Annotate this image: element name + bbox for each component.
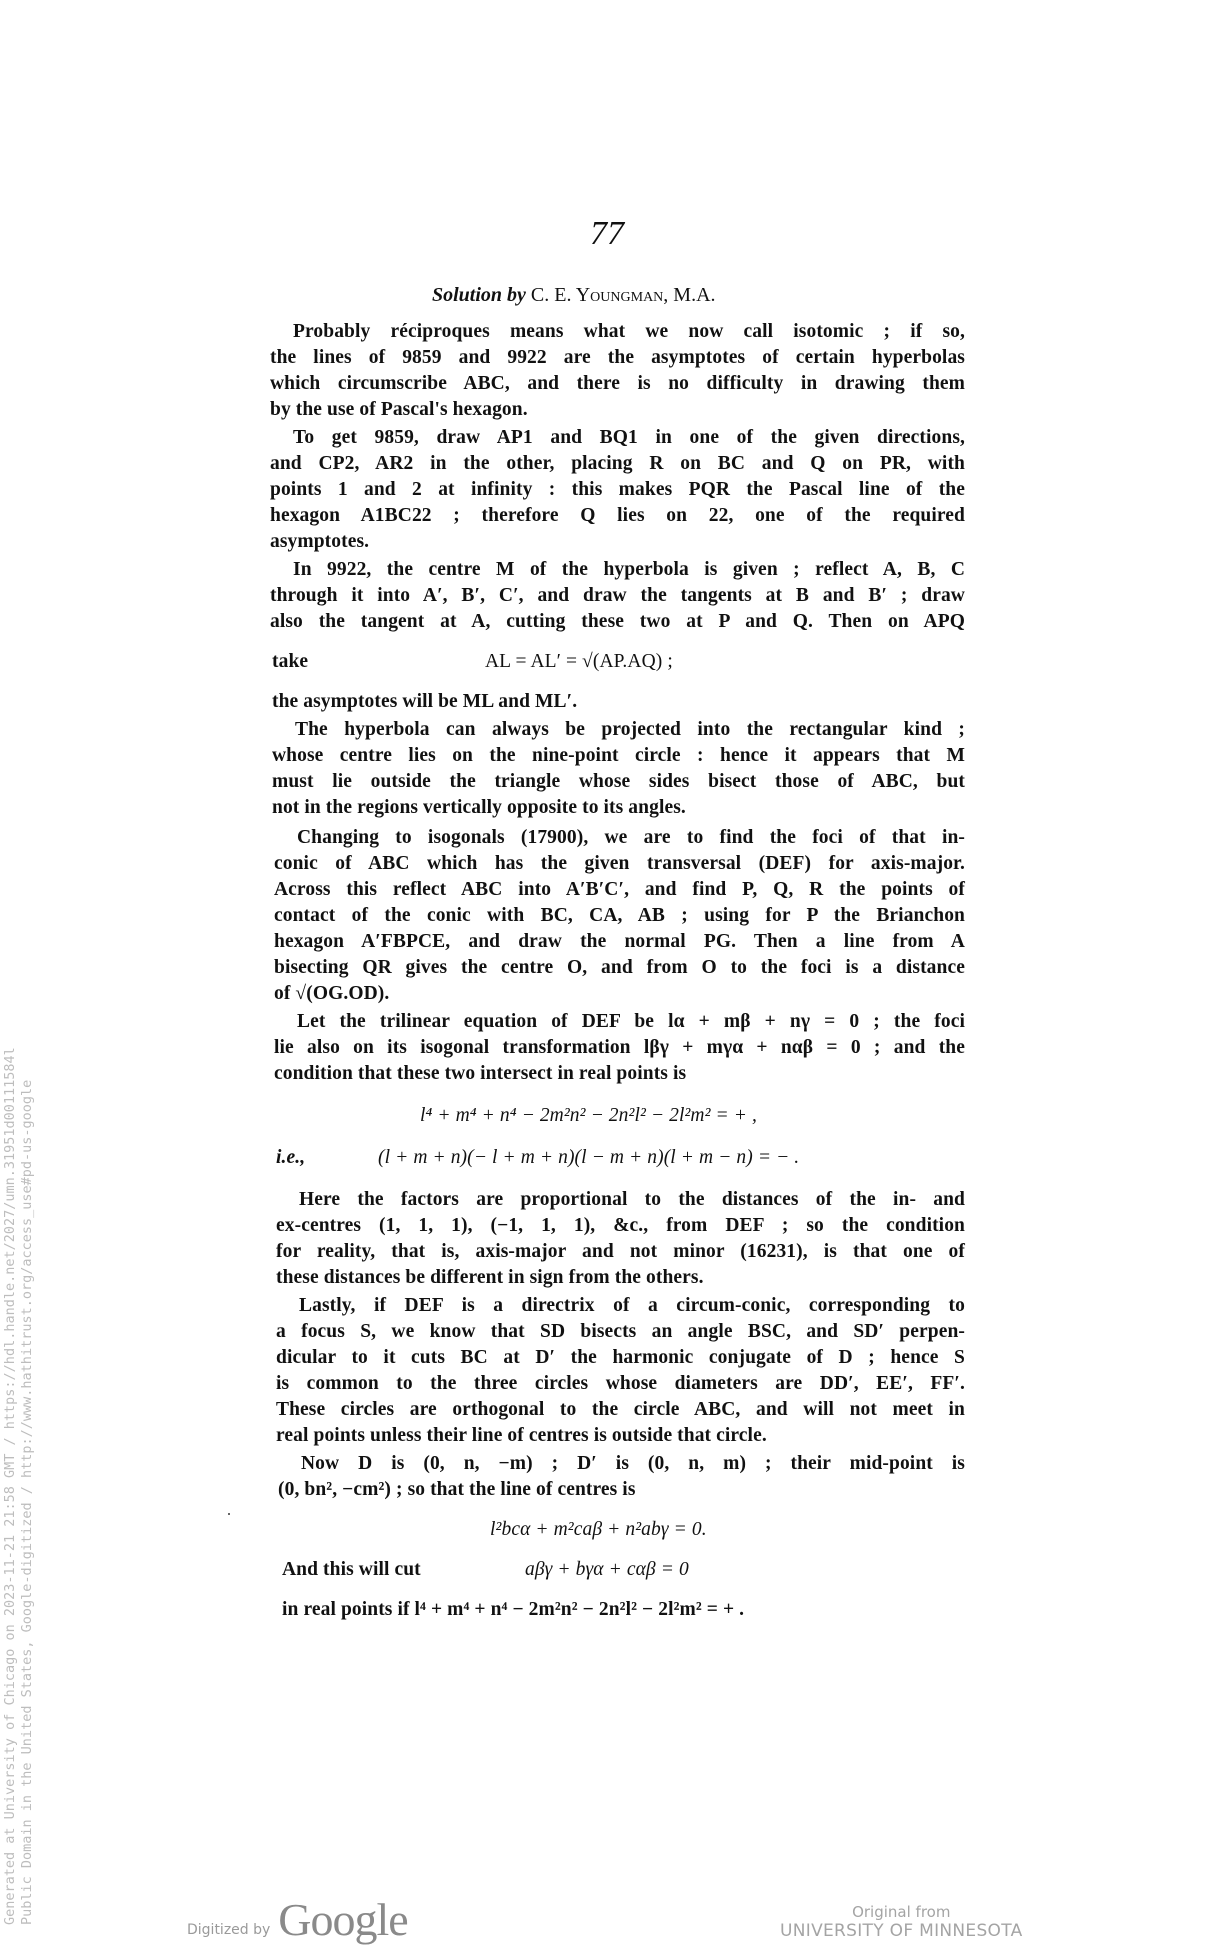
text-line: Changing to isogonals (17900), we are to find the foci of that in- [297, 827, 965, 848]
text-line: These circles are orthogonal to the circle ABC, and will not meet in [276, 1399, 965, 1420]
text-line: In 9922, the centre M of the hyperbola is given ; reflect A, B, C [293, 559, 965, 580]
text-line: which circumscribe ABC, and there is no difficulty in drawing them [270, 373, 965, 394]
text-line: (0, bn², −cm²) ; so that the line of centres is [278, 1479, 636, 1500]
equation: AL = AL′ = √(AP.AQ) ; [485, 651, 673, 672]
watermark-line-2: Public Domain in the United States, Google-digitized / http://www.hathitrust.org/access_use#pd-us-google [19, 1079, 35, 1925]
google-logo: Google [278, 1894, 408, 1945]
digitized-by-google [187, 1893, 408, 1946]
text-line: is common to the three circles whose diameters are DD′, EE′, FF′. [276, 1373, 965, 1394]
text-line: And this will cut [282, 1559, 421, 1580]
text-line: a focus S, we know that SD bisects an angle BSC, and SD′ perpen- [276, 1321, 965, 1342]
text-line: i.e., [276, 1147, 306, 1168]
text-line: whose centre lies on the nine-point circle : hence it appears that M [272, 745, 965, 766]
equation: aβγ + bγα + cαβ = 0 [525, 1559, 689, 1580]
text-line: the asymptotes will be ML and ML′. [272, 691, 578, 712]
text-line: bisecting QR gives the centre O, and from O to the foci is a distance [274, 957, 965, 978]
watermark-line-1: Generated at University of Chicago on 2023-11-21 21:58 GMT / https://hdl.handle.net/2027/umn.31951d00111584l [2, 1047, 18, 1925]
speck [228, 1513, 230, 1515]
text-line: Probably réciproques means what we now call isotomic ; if so, [293, 321, 965, 342]
digitized-by-label: Digitized by [187, 1922, 271, 1938]
heading-author: C. E. Youngman, M.A. [530, 284, 716, 306]
hathitrust-watermark [2, 1047, 36, 1925]
text-line: for reality, that is, axis-major and not minor (16231), is that one of [276, 1241, 965, 1262]
text-line: contact of the conic with BC, CA, AB ; using for P the Brianchon [274, 905, 965, 926]
text-line: lie also on its isogonal transformation lβγ + mγα + nαβ = 0 ; and the [274, 1037, 965, 1058]
text-line: these distances be different in sign from the others. [276, 1267, 704, 1288]
text-line: must lie outside the triangle whose sides bisect those of ABC, but [272, 771, 965, 792]
text-line: also the tangent at A, cutting these two at P and Q. Then on APQ [270, 611, 965, 632]
equation: l⁴ + m⁴ + n⁴ − 2m²n² − 2n²l² − 2l²m² = + , [420, 1105, 757, 1126]
text-line: in real points if l⁴ + m⁴ + n⁴ − 2m²n² − 2n²l² − 2l²m² = + . [282, 1599, 745, 1620]
text-line: take [272, 651, 309, 672]
original-from [780, 1903, 1023, 1941]
text-line: hexagon A′FBPCE, and draw the normal PG. Then a line from A [274, 931, 965, 952]
text-line: conic of ABC which has the given transversal (DEF) for axis-major. [274, 853, 965, 874]
text-line: Now D is (0, n, −m) ; D′ is (0, n, m) ; their mid-point is [301, 1453, 965, 1474]
text-line: by the use of Pascal's hexagon. [270, 399, 528, 420]
text-line: ex-centres (1, 1, 1), (−1, 1, 1), &c., from DEF ; so the condition [276, 1215, 965, 1236]
text-line: asymptotes. [270, 531, 370, 552]
text-line: Lastly, if DEF is a directrix of a circum-conic, corresponding to [299, 1295, 965, 1316]
text-line: hexagon A1BC22 ; therefore Q lies on 22, one of the required [270, 505, 965, 526]
text-line: Here the factors are proportional to the distances of the in- and [299, 1189, 965, 1210]
text-line: The hyperbola can always be projected into the rectangular kind ; [295, 719, 965, 740]
text-line: the lines of 9859 and 9922 are the asymptotes of certain hyperbolas [270, 347, 965, 368]
text-line: and CP2, AR2 in the other, placing R on BC and Q on PR, with [270, 453, 965, 474]
text-line: condition that these two intersect in real points is [274, 1063, 687, 1084]
text-line: not in the regions vertically opposite to its angles. [272, 797, 686, 818]
heading-prefix: Solution by [432, 284, 526, 306]
page-number: 77 [590, 215, 624, 252]
text-line: real points unless their line of centres is outside that circle. [276, 1425, 767, 1446]
text-line: dicular to it cuts BC at D′ the harmonic conjugate of D ; hence S [276, 1347, 965, 1368]
text-line: of √(OG.OD). [274, 983, 390, 1004]
text-line: To get 9859, draw AP1 and BQ1 in one of the given directions, [293, 427, 965, 448]
equation: (l + m + n)(− l + m + n)(l − m + n)(l + m − n) = − . [378, 1147, 800, 1168]
institution-name: UNIVERSITY OF MINNESOTA [780, 1921, 1023, 1941]
text-line: points 1 and 2 at infinity : this makes PQR the Pascal line of the [270, 479, 965, 500]
original-from-label: Original from [852, 1903, 951, 1921]
text-line: Across this reflect ABC into A′B′C′, and find P, Q, R the points of [274, 879, 965, 900]
text-line: Let the trilinear equation of DEF be lα + mβ + nγ = 0 ; the foci [297, 1011, 965, 1032]
text-line: through it into A′, B′, C′, and draw the tangents at B and B′ ; draw [270, 585, 965, 606]
equation: l²bcα + m²caβ + n²abγ = 0. [490, 1519, 707, 1540]
solution-heading [432, 284, 716, 307]
